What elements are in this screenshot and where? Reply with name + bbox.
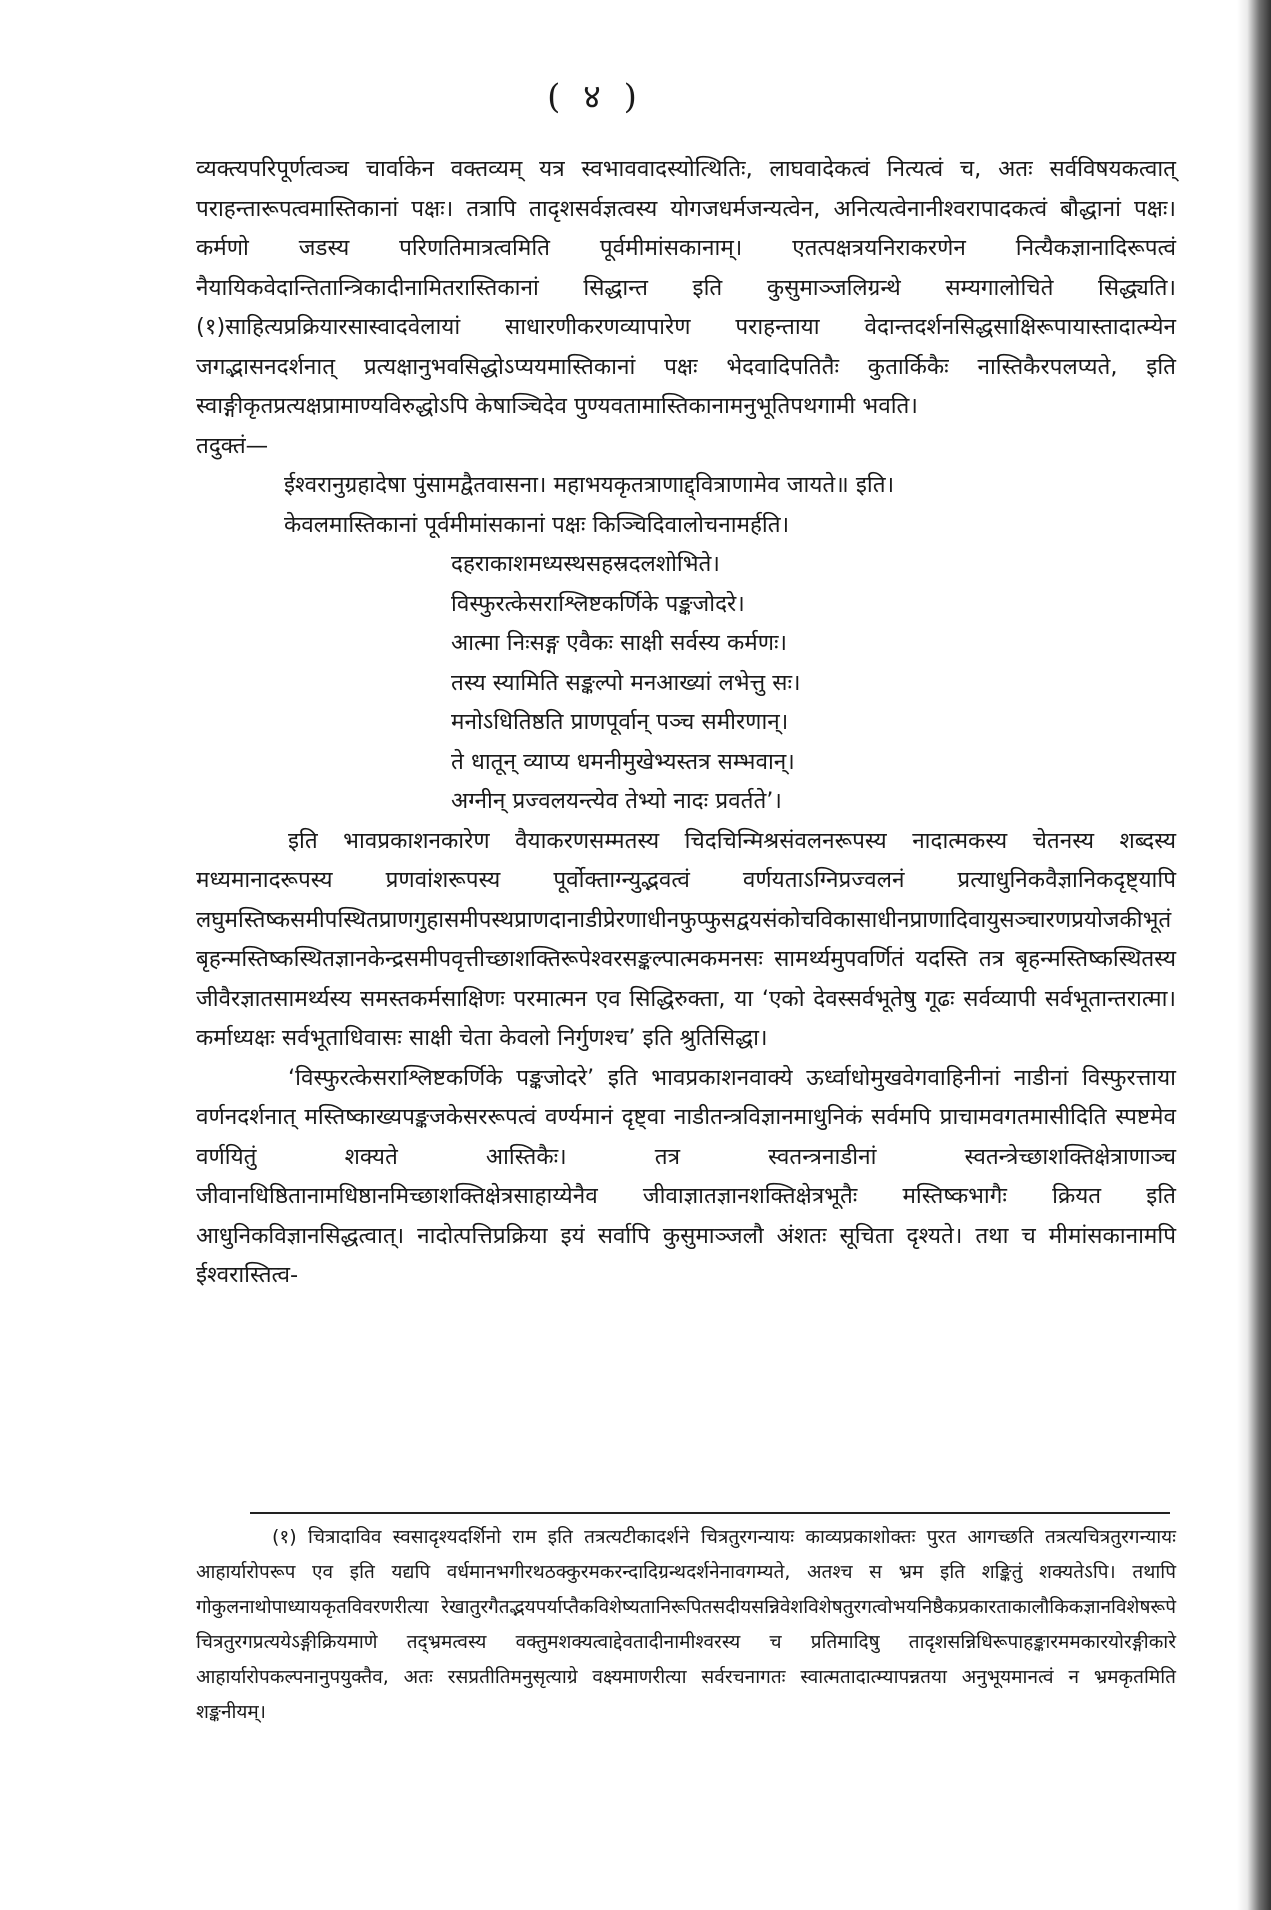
verse-line-2: विस्फुरत्केसराश्लिष्टकर्णिके पङ्कजोदरे। [451, 590, 745, 617]
page-binding-edge [1237, 0, 1271, 1910]
verse-line-6: ते धातून् व्याप्य धमनीमुखेभ्यस्तत्र सम्भवान्। [451, 748, 795, 775]
verse-line-3: आत्मा निःसङ्ग एवैकः साक्षी सर्वस्य कर्मणः। [451, 630, 788, 656]
footnote-divider [250, 1512, 1170, 1514]
verse-line-1: दहराकाशमध्यस्थसहस्रदलशोभिते। [451, 551, 720, 577]
verse-line-5: मनोऽधितिष्ठति प्राणपूर्वान् पञ्च समीरणान्। [451, 709, 789, 735]
footnote-text: (१) चित्रादाविव स्वसादृश्यदर्शिनो राम इति तत्रत्यटीकादर्शने चित्रतुरगन्यायः काव्यप्रकाशोक्तः पुरत आगच्छति तत्रत्यचित्रतुरगन्यायः आहार्यारोपरूप एव इति यद्यपि वर्धमानभगीरथठक्कुरमकरन्दादिग्रन्थदर्शनेनावगम्यते, अतश्च स भ्रम इति शङ्कितुं शक्यतेऽपि। तथापि गोकुलनाथोपाध्यायकृतविवरणरीत्या रेखातुरगैतद्भयपर्याप्तैकविशेष्यतानिरूपितसदीयसन्निवेशविशेषतुरगत्वोभयनिष्ठैकप्रकारताकालौकिकज्ञानविशेषरूपे चित्रतुरगप्रत्ययेऽङ्गीक्रियमाणे तद्भ्रमत्वस्य वक्तुमशक्यत्वाद्देवतादीनामीश्वरस्य च प्रतिमादिषु तादृशसन्निधिरूपाहङ्कारममकारयोरङ्गीकारे आहार्यारोपकल्पनानुपयुक्तैव, अतः रसप्रतीतिमनुसृत्याग्रे वक्ष्यमाणरीत्या सर्वरचनागतः स्वात्मतादात्म्यापन्नतया अनुभूयमानत्वं न भ्रमकृतमिति शङ्कनीयम्। [196, 1526, 1176, 1723]
paragraph-2: इति भावप्रकाशनकारेण वैयाकरणसम्मतस्य चिदचिन्मिश्रसंवलनरूपस्य नादात्मकस्य चेतनस्य शब्दस्य मध्यमानादरूपस्य प्रणवांशरूपस्य पूर्वोक्ताग्न्युद्भवत्वं वर्णयताऽग्निप्रज्वलनं प्रत्याधुनिकवैज्ञानिकदृष्ट्यापि लघुमस्तिष्कसमीपस्थितप्राणगुहासमीपस्थप्राणदानाडीप्रेरणाधीनफुप्फुसद्वयसंकोचविकासाधीनप्राणादिवायुसञ्चारणप्रयोजकीभूतं बृहन्मस्तिष्कस्थितज्ञानकेन्द्रसमीपवृत्तीच्छाशक्तिरूपेश्वरसङ्कल्पात्मकमनसः सामर्थ्यमुपवर्णितं यदस्ति तत्र बृहन्मस्तिष्कस्थितस्य जीवैरज्ञातसामर्थ्यस्य समस्तकर्मसाक्षिणः परमात्मन एव सिद्धिरुक्ता, या ‘एको देवस्सर्वभूतेषु गूढः सर्वव्यापी सर्वभूतान्तरात्मा। कर्माध्यक्षः सर्वभूताधिवासः साक्षी चेता केवलो निर्गुणश्च’ इति श्रुतिसिद्धा। [196, 827, 1176, 1051]
verse-line-4: तस्य स्यामिति सङ्कल्पो मनआख्यां लभेत्तु सः। [451, 669, 801, 696]
tadukta-label: तदुक्तं— [196, 432, 269, 459]
paragraph-3: ‘विस्फुरत्केसराश्लिष्टकर्णिके पङ्कजोदरे’ इति भावप्रकाशनवाक्ये ऊर्ध्वाधोमुखवेगवाहिनीनां नाडीनां विस्फुरत्ताया वर्णनदर्शनात् मस्तिष्काख्यपङ्कजकेसररूपत्वं वर्ण्यमानं दृष्ट्वा नाडीतन्त्रविज्ञानमाधुनिकं सर्वमपि प्राचामवगतमासीदिति स्पष्टमेव वर्णयितुं शक्यते आस्तिकैः। तत्र स्वतन्त्रनाडीनां स्वतन्त्रेच्छाशक्तिक्षेत्राणाञ्च जीवानधिष्ठितानामधिष्ठानमिच्छाशक्तिक्षेत्रसाहाय्येनैव जीवाज्ञातज्ञानशक्तिक्षेत्रभूतैः मस्तिष्कभागैः क्रियत इति आधुनिकविज्ञानसिद्धत्वात्। नादोत्पत्तिप्रक्रिया इयं सर्वापि कुसुमाञ्जलौ अंशतः सूचिता दृश्यते। तथा च मीमांसकानामपि ईश्वरास्तित्व- [196, 1064, 1176, 1288]
verse-block [196, 545, 1176, 822]
verse-line-7: अग्नीन् प्रज्वलयन्त्येव तेभ्यो नादः प्रवर्तते’। [451, 788, 782, 814]
footnote [196, 1520, 1176, 1730]
paragraph-1: व्यक्त्यपरिपूर्णत्वञ्च चार्वाकेन वक्तव्यम् यत्र स्वभाववादस्योत्थितिः, लाघवादेकत्वं नित्यत्वं च, अतः सर्वविषयकत्वात् पराहन्तारूपत्वमास्तिकानां पक्षः। तत्रापि तादृशसर्वज्ञत्वस्य योगजधर्मजन्यत्वेन, अनित्यत्वेनानीश्वरापादकत्वं बौद्धानां पक्षः। कर्मणो जडस्य परिणतिमात्रत्वमिति पूर्वमीमांसकानाम्। एतत्पक्षत्रयनिराकरणेन नित्यैकज्ञानादिरूपत्वं नैयायिकवेदान्तितान्त्रिकादीनामितरास्तिकानां सिद्धान्त इति कुसुमाञ्जलिग्रन्थे सम्यगालोचिते सिद्ध्यति। (१)साहित्यप्रक्रियारसास्वादवेलायां साधारणीकरणव्यापारेण पराहन्ताया वेदान्तदर्शनसिद्धसाक्षिरूपायास्तादात्म्येन जगद्भासनदर्शनात् प्रत्यक्षानुभवसिद्धोऽप्ययमास्तिकानां पक्षः भेदवादिपतितैः कुतार्किकैः नास्तिकैरपलप्यते, इति स्वाङ्गीकृतप्रत्यक्षप्रामाण्यविरुद्धोऽपि केषाञ्चिदेव पुण्यवतामास्तिकानामनुभूतिपथगामी भवति। [196, 156, 1176, 419]
page-number: ( ४ ) [547, 77, 643, 117]
quote-line-1: ईश्वरानुग्रहादेषा पुंसामद्वैतवासना। महाभयकृतत्राणाद्द्वित्राणामेव जायते॥ इति। [284, 472, 895, 498]
quote-line-2: केवलमास्तिकानां पूर्वमीमांसकानां पक्षः किञ्चिदिवालोचनामर्हति। [284, 511, 790, 538]
main-text-body [196, 150, 1176, 1296]
